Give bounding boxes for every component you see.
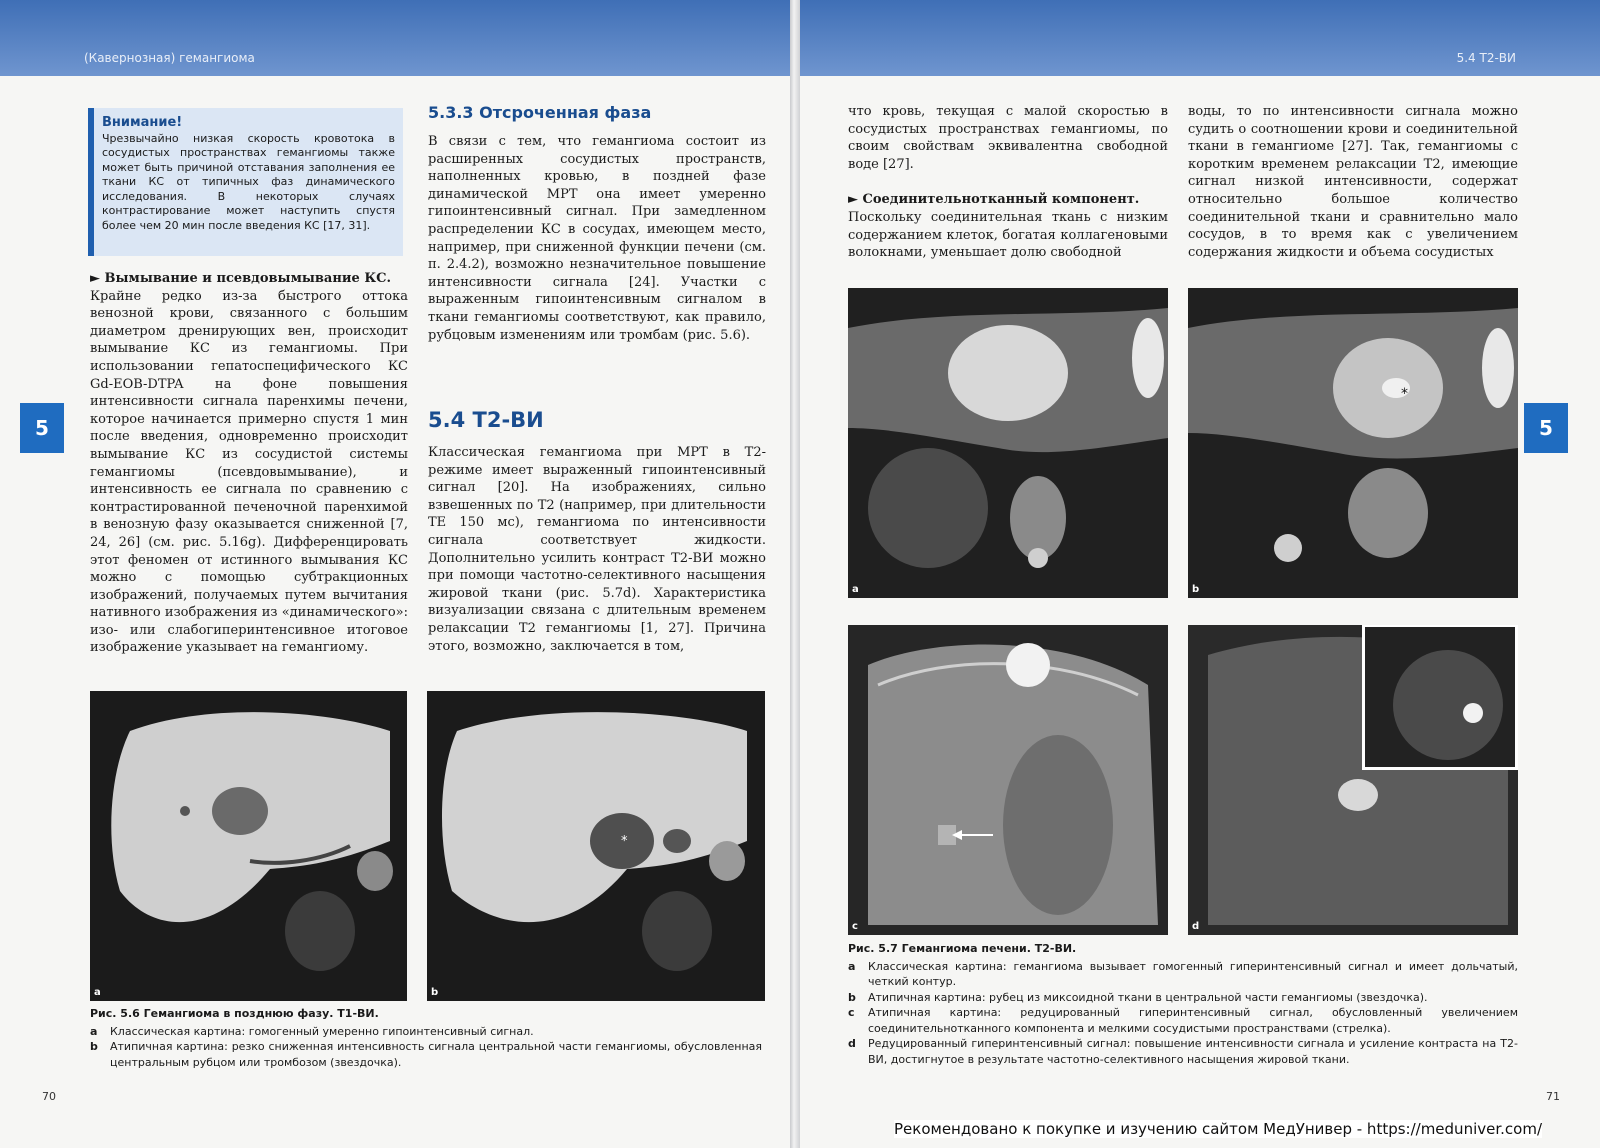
section-5-4-text: Классическая гемангиома при МРТ в Т2-режиме имеет выраженный гипоинтенсивный сигнал [20]. На изображениях, сильно взвешенных по Т2 (например, при длительности ТЕ 150 мс), гемангиома по интенсивности сигнала соответствует жидкости. Дополнительно усилить контраст Т2-ВИ можно при помощи частотно-селективного насыщения жировой ткани (рис. 5.7d). Характеристика визуализации связана с длительным временем релаксации Т2 гемангиомы [1, 27]. Причина этого, возможно, заключается в том, (428, 445, 766, 654)
fig-5-7-caption-title: Рис. 5.7 Гемангиома печени. Т2-ВИ. (848, 942, 1077, 955)
fig-5-7-caption (848, 941, 1518, 1067)
fig-5-7-caption-item: c Атипичная картина: редуцированный гиперинтенсивный сигнал, обусловленный увеличением соединительнотканного компонента и мелкими сосудистыми пространствами (стрелка). (848, 1006, 1518, 1035)
running-head-right: 5.4 Т2-ВИ (1456, 51, 1516, 65)
section-5-3-3-text: В связи с тем, что гемангиома состоит из расширенных сосудистых пространств, наполненных кровью, в поздней фазе динамической МРТ она имеет умеренно гипоинтенсивный сигнал. При замедленном распределении КС в сосудах, имеющем место, например, при сниженной функции печени (см. п. 2.4.2), возможно незначительное повышение интенсивности сигнала [24]. Участки с выраженным гипоинтенсивным сигналом в ткани гемангиомы соответствуют, как правило, рубцовым изменениям или тромбам (рис. 5.6). (428, 134, 766, 343)
chapter-tab-right: 5 (1524, 403, 1568, 453)
fig-5-6-caption-title: Рис. 5.6 Гемангиома в позднюю фазу. Т1-ВИ. (90, 1007, 379, 1020)
left-page (0, 0, 790, 1148)
fig-5-7-c-label: c (852, 921, 858, 932)
fig-5-7-b-asterisk: * (1401, 386, 1408, 402)
left-column-1 (90, 270, 408, 657)
fig-5-7-b-image (1188, 288, 1518, 598)
fig-5-6-b-image (427, 691, 765, 1001)
right-column-1 (848, 103, 1168, 262)
fig-5-6-a-image (90, 691, 407, 1001)
connective-text: Поскольку соединительная ткань с низким содержанием клеток, богатая коллагеновыми волокнами, уменьшает долю свободной (848, 209, 1168, 261)
fig-5-6-b-asterisk: * (621, 834, 628, 849)
fig-5-7-b-label: b (1192, 584, 1200, 595)
washout-subheading: ► Вымывание и псевдовымывание КС. (90, 271, 392, 286)
fig-5-7-c-image (848, 625, 1168, 935)
footer-recommendation: Рекомендовано к покупке и изучению сайтом МедУнивер - https://meduniver.com/ (894, 1120, 1542, 1138)
right-page (800, 0, 1600, 1148)
fig-5-7-a-label: a (852, 584, 859, 595)
fig-5-6-caption (90, 1006, 762, 1070)
fig-5-7-d-label: d (1192, 921, 1200, 932)
running-head-left: (Кавернозная) гемангиома (84, 51, 255, 65)
fig-5-6-caption-item: a Классическая картина: гомогенный умеренно гипоинтенсивный сигнал. (90, 1024, 534, 1038)
washout-text: Крайне редко из-за быстрого оттока венозной крови, связанного с большим диаметром дренирующих вен, происходит вымывание КС из гемангиомы. При использовании гепатоспецифического КС Gd-EOB-DTPA на фоне повышения интенсивности сигнала паренхимы печени, которое начинается примерно спустя 1 мин после введения, одновременно происходит вымывание КС из сосудистой системы гемангиомы (псевдовымывание), и интенсивность ее сигнала по сравнению с контрастированной печеночной паренхимой в венозную фазу оказывается сниженной [7, 24, 26] (см. рис. 5.16g). Дифференцировать этот феномен от истинного вымывания КС можно с помощью субтракционных изображений, получаемых путем вычитания нативного изображения из «динамического»: изо- или слабогиперинтенсивное итоговое изображение указывает на гемангиому. (90, 288, 408, 656)
notice-box (88, 108, 403, 256)
free-water-text: что кровь, текущая с малой скоростью в сосудистых пространствах гемангиомы, по своим свойствам эквивалентна свободной воде [27]. (848, 104, 1168, 172)
fig-5-7-caption-item: a Классическая картина: гемангиома вызывает гомогенный гиперинтенсивный сигнал и имеет дольчатый, четкий контур. (848, 959, 1518, 988)
fig-5-6-b-label: b (431, 987, 439, 998)
fig-5-6-a-label: a (94, 987, 101, 998)
fig-5-7-a-image (848, 288, 1168, 598)
notice-title: Внимание! (102, 115, 183, 130)
page-number-right: 71 (1546, 1090, 1560, 1103)
notice-text: Чрезвычайно низкая скорость кровотока в сосудистых пространствах гемангиомы также может быть причиной отставания заполнения ее ткани КС от типичных фаз динамического исследования. В некоторых случаях контрастирование может наступить спустя более чем 20 мин после введения КС [17, 31]. (102, 131, 395, 232)
page-number-left: 70 (42, 1090, 56, 1103)
left-page-header (0, 0, 790, 76)
fig-5-6-caption-item: b Атипичная картина: резко сниженная интенсивность сигнала центральной части гемангиомы, обусловленная центральным рубцом или тромбозом (звездочка). (90, 1040, 762, 1069)
right-page-header (800, 0, 1600, 76)
fig-5-7-caption-item: b Атипичная картина: рубец из миксоидной ткани в центральной части гемангиомы (звездочка). (848, 990, 1428, 1004)
section-heading-5-4: 5.4 Т2-ВИ (428, 408, 544, 432)
connective-subheading: ► Соединительнотканный компонент. (848, 192, 1140, 208)
section-heading-5-3-3: 5.3.3 Отсроченная фаза (428, 103, 652, 122)
chapter-tab-left: 5 (20, 403, 64, 453)
book-spine (790, 0, 800, 1148)
fig-5-7-d-image (1188, 625, 1518, 935)
fig-5-7-caption-item: d Редуцированный гиперинтенсивный сигнал: повышение интенсивности сигнала и усиление контраста на Т2-ВИ, достигнутое в результате частотно-селективного насыщения жировой ткани. (848, 1037, 1518, 1066)
right-column-2: воды, то по интенсивности сигнала можно судить о соотношении крови и соединительной ткани в гемангиоме [27]. Так, гемангиомы с коротким временем релаксации Т2, имеющие сигнал низкой интенсивности, содержат относительно большое количество соединительной ткани и сравнительно мало сосудов, в то время как с увеличением содержания жидкости и объема сосудистых (1188, 104, 1518, 260)
